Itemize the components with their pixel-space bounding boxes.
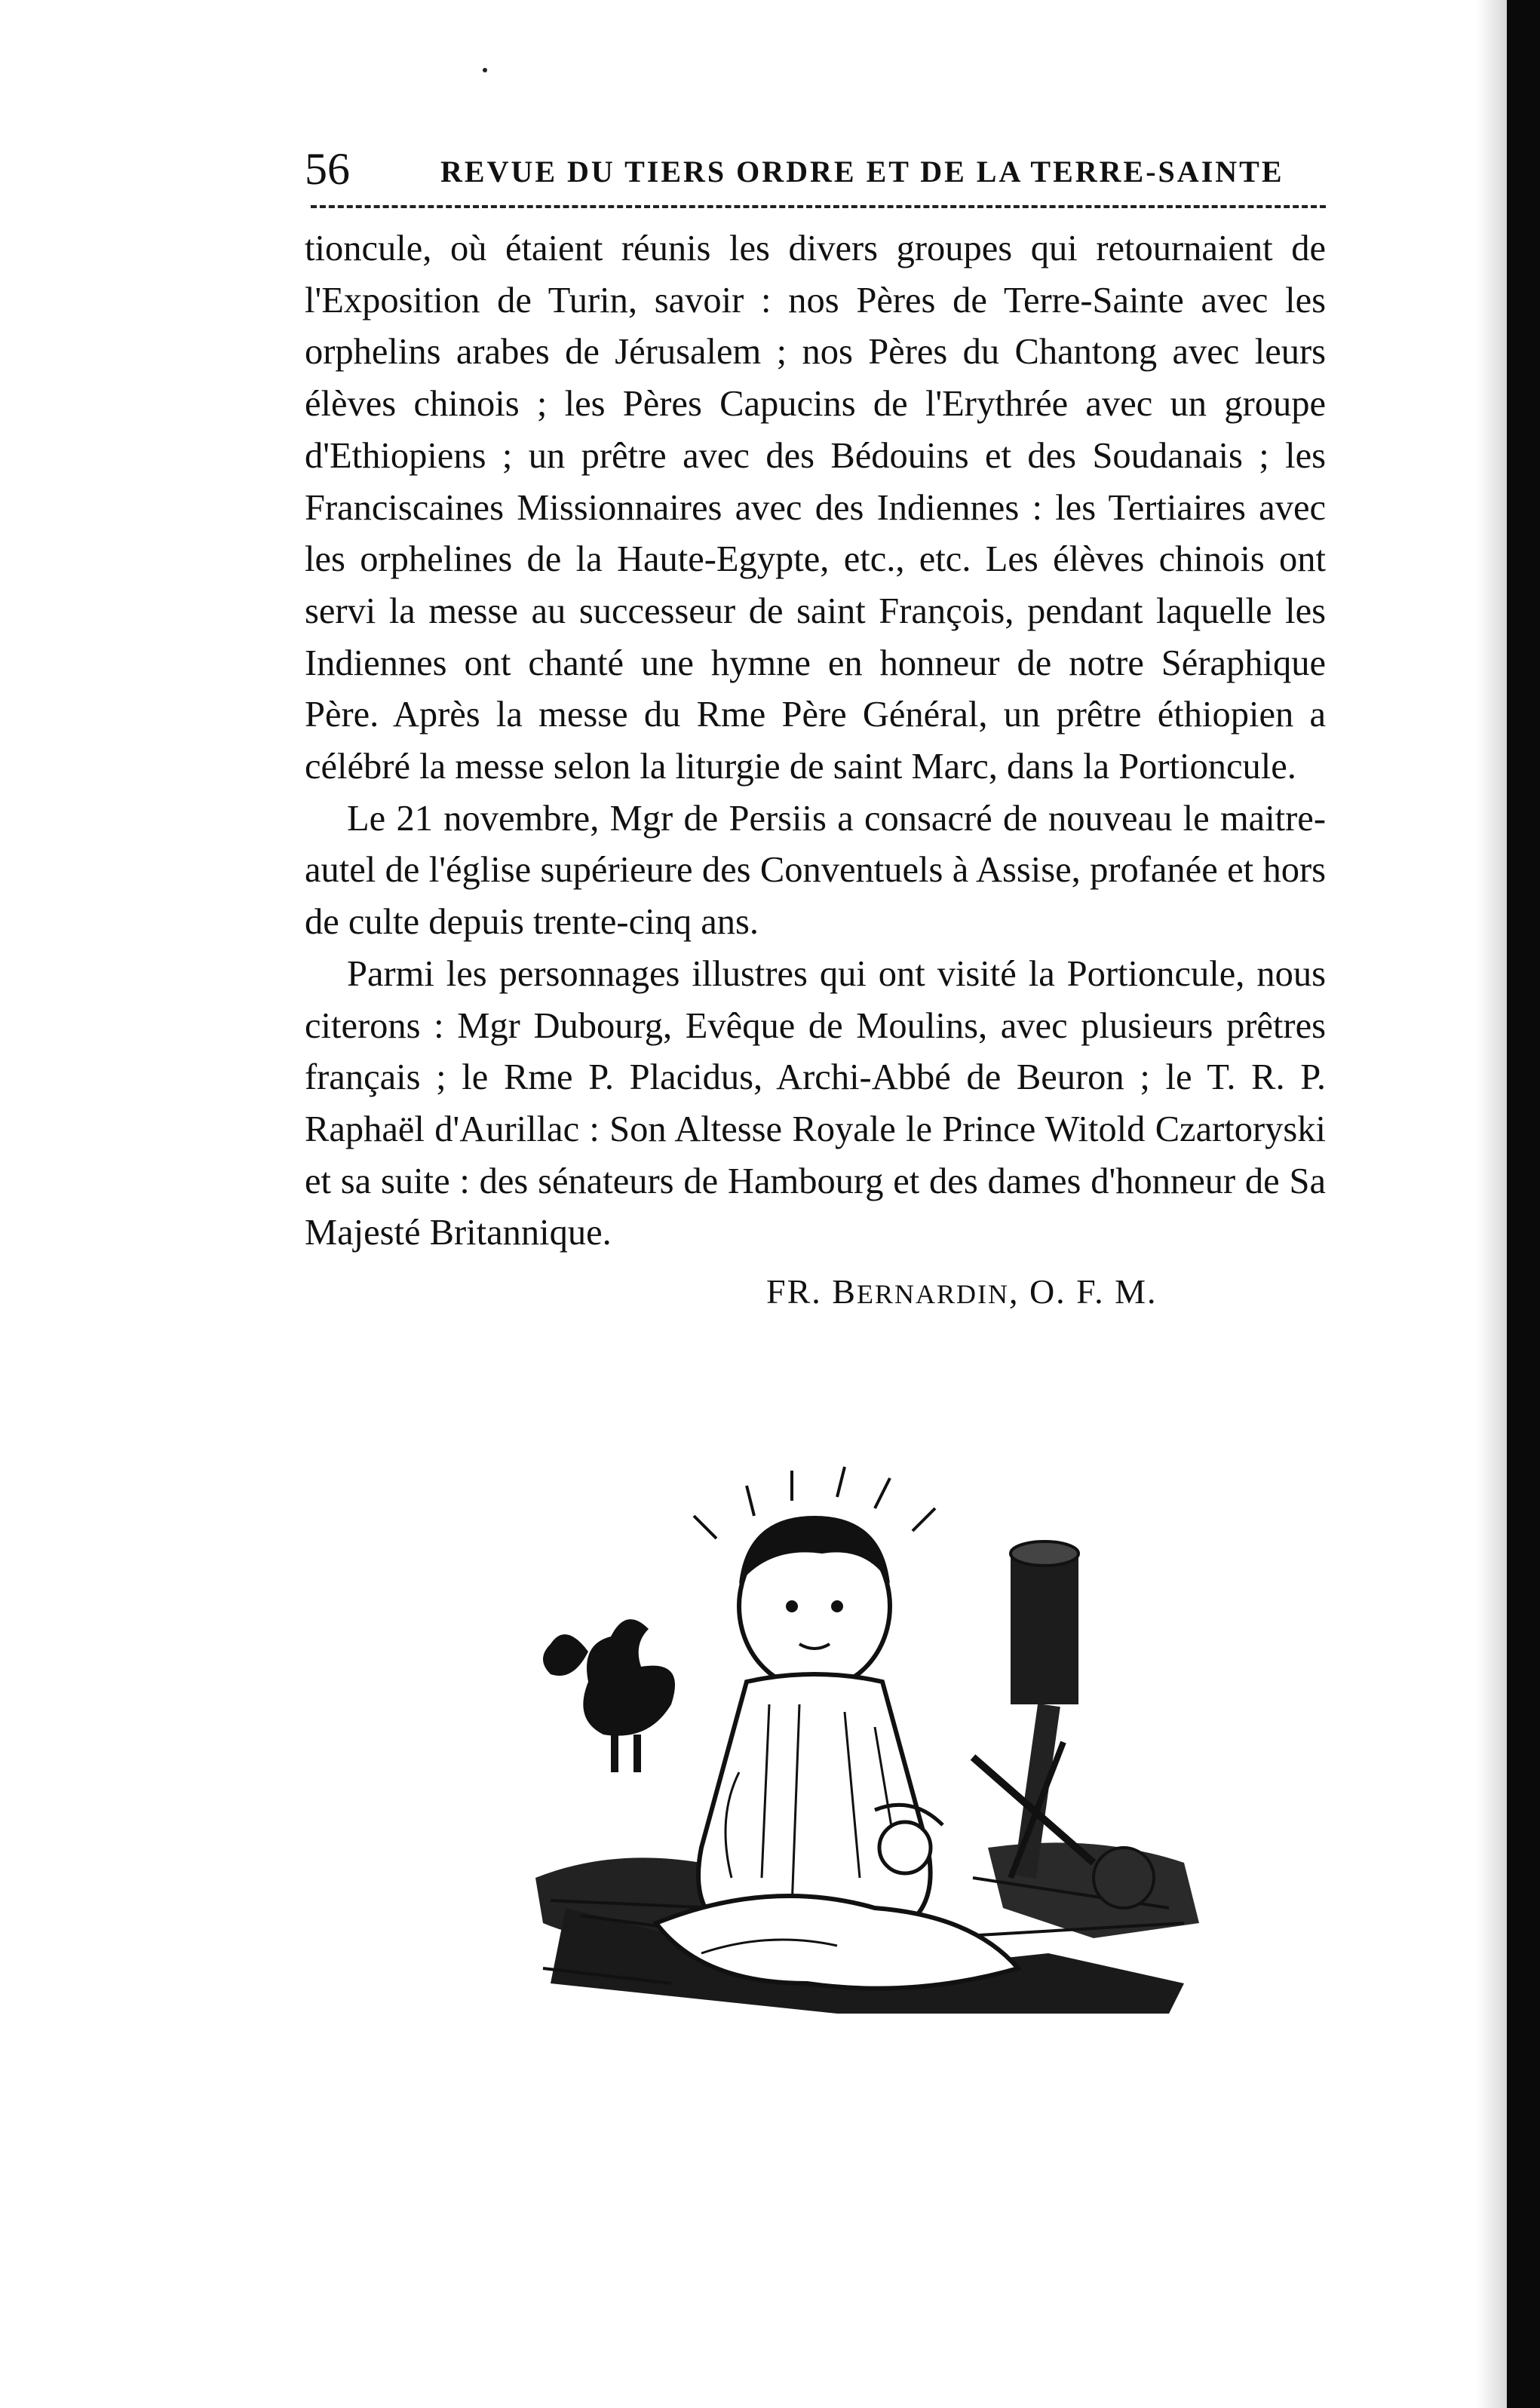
rooster-icon (543, 1619, 675, 1772)
body-text (305, 223, 1326, 1259)
signature-order: , O. F. M. (1008, 1272, 1158, 1311)
paragraph-3: Parmi les personnages illustres qui ont visité la Portioncule, nous citerons : Mgr Dubourg, Evêque de Moulins, avec plusieurs prêtres français ; le Rme P. Placidus, Archi-Abbé de Beuron ; le T. R. P. Raphaël d'Aurillac : Son Altesse Royale le Prince Witold Czartoryski et sa suite : des sénateurs de Hambourg et des dames d'honneur de Sa Majesté Britannique. (305, 953, 1326, 1253)
author-signature (766, 1271, 1157, 1311)
page-number: 56 (305, 144, 350, 194)
paragraph-1: tioncule, où étaient réunis les divers groupes qui retournaient de l'Exposition de Turin, savoir : nos Pères de Terre-Sainte avec les orphelins arabes de Jérusalem ; nos Pères du Chantong avec leurs élèves chinois ; les Pères Capucins de l'Erythrée avec un groupe d'Ethiopiens ; un prêtre avec des Bédouins et des Soudanais ; les Franciscaines Missionnaires avec des Indiennes : les Tertiaires avec les orphelines de la Haute-Egypte, etc., etc. Les élèves chinois ont servi la messe au successeur de saint François, pendant laquelle les Indiennes ont chanté une hymne en honneur de notre Séraphique Père. Après la messe du Rme Père Général, un prêtre éthiopien a célébré la messe selon la liturgie de saint Marc, dans la Portioncule. (305, 229, 1326, 787)
mallet-icon (973, 1541, 1094, 1879)
scan-edge-shadow (1477, 0, 1507, 2408)
running-title: REVUE DU TIERS ORDRE ET DE LA TERRE-SAINTE (440, 155, 1284, 189)
header-rule (311, 205, 1326, 208)
signature-initial: FR. B (766, 1272, 857, 1311)
child-jesus-vignette-illustration (520, 1456, 1214, 2029)
paragraph-2: Le 21 novembre, Mgr de Persiis a consacré de nouveau le maitre-autel de l'église supérieure des Conventuels à Assise, profanée et hors de culte depuis trente-cinq ans. (305, 798, 1326, 943)
ink-speck (483, 68, 487, 72)
signature-name: ERNARDIN (856, 1279, 1009, 1309)
page-header (305, 143, 1330, 204)
scan-edge-bar (1507, 0, 1540, 2408)
